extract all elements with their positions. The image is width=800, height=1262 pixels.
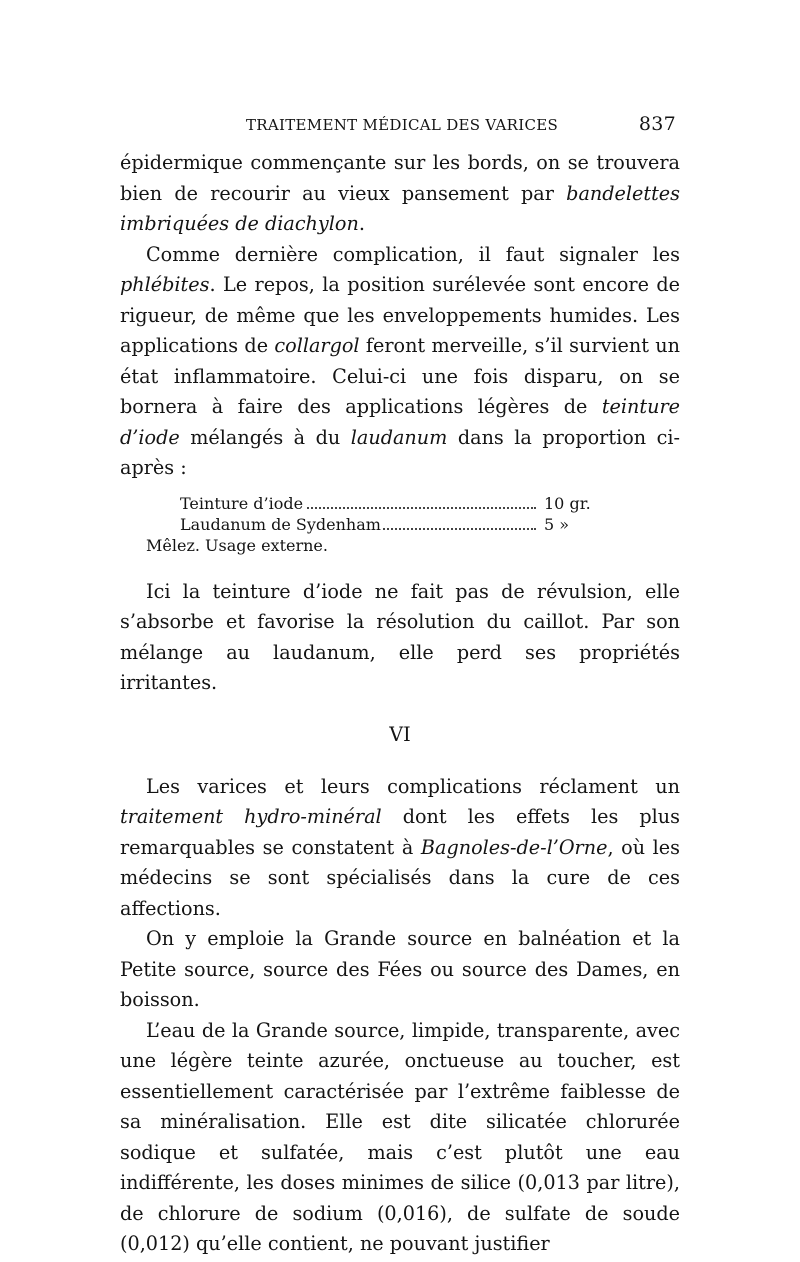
p2-text-1: Comme dernière complication, il faut signaler les [146, 242, 680, 266]
p2-italic-4: laudanum [350, 425, 448, 449]
p2-text-5: dans la proportion ci-après : [120, 425, 680, 479]
page-body [120, 148, 680, 1260]
p4-text-2: dont les effets les plus remarquables se constatent à [120, 805, 680, 859]
p1-text-2: . [358, 212, 365, 235]
paragraph-1 [120, 148, 680, 240]
prescription-line [120, 514, 680, 535]
paragraph-6: L’eau de la Grande source, limpide, transparente, avec une légère teinte azurée, onctueuse au toucher, est essentiellement caractérisée par l’extrême faiblesse de sa minéralisation. Elle est dite silicatée chlorurée sodique et sulfatée, mais c’est plutôt une eau indifférente, les doses minimes de silice (0,013 par litre), de chlorure de sodium (0,016), de sulfate de soude (0,012) qu’elle contient, ne pouvant justifier [120, 1018, 680, 1255]
paragraph-2 [120, 240, 680, 484]
paragraph-5: On y emploie la Grande source en balnéation et la Petite source, source des Fées ou source des Dames, en boisson. [120, 927, 680, 1011]
paragraph-3: Ici la teinture d’iode ne fait pas de révulsion, elle s’absorbe et favorise la résolution du caillot. Par son mélange au laudanum, elle perd ses propriétés irritantes. [120, 579, 680, 694]
prescription-ingredient: Laudanum de Sydenham [180, 514, 381, 534]
p2-text-2: . Le repos, la position surélevée sont encore de rigueur, de même que les enveloppements humides. Les applications de [120, 273, 680, 357]
p4-text-3: , où les médecins se sont spécialisés dans la cure de ces affections. [120, 835, 681, 920]
p1-text-1: épidermique commençante sur les bords, on se trouvera bien de recourir au vieux pansement par [120, 151, 680, 205]
prescription-note: Mêlez. Usage externe. [146, 535, 328, 555]
prescription [120, 493, 680, 556]
prescription-quantity: 10 gr. [540, 493, 595, 514]
p1-italic-1: bandelettes imbriquées de diachylon [120, 181, 680, 235]
p2-italic-2: collargol [274, 334, 360, 357]
page-number: 837 [638, 113, 676, 135]
p2-italic-1: phlébites [120, 273, 210, 296]
paragraph-4 [120, 772, 680, 925]
prescription-quantity: 5 » [540, 514, 573, 535]
p4-italic-2: Bagnoles-de-l’Orne [420, 835, 608, 859]
running-title: TRAITEMENT MÉDICAL DES VARICES [246, 116, 559, 134]
p2-italic-3: teinture d’iode [120, 395, 680, 449]
p2-text-3: feront merveille, s’il survient un état inflammatoire. Celui-ci une fois disparu, on se bornera à faire des applications légères de [120, 334, 680, 418]
prescription-ingredient: Teinture d’iode [180, 493, 304, 513]
prescription-line [120, 493, 680, 514]
p4-italic-1: traitement hydro-minéral [120, 805, 382, 828]
p2-text-4: mélangés à du [179, 425, 351, 449]
section-heading: VI [389, 722, 411, 746]
p4-text-1: Les varices et leurs complications réclament un [146, 774, 680, 798]
